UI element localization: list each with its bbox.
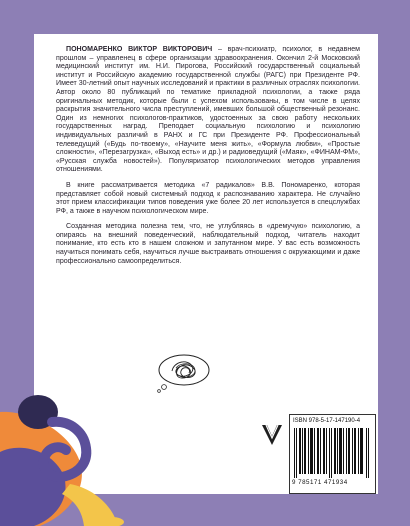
isbn-text: ISBN 978-5-17-147190-4 bbox=[293, 418, 361, 424]
barcode-bars bbox=[294, 428, 371, 478]
tangled-thought-bubble-icon bbox=[154, 353, 210, 393]
author-paragraph bbox=[56, 46, 360, 175]
method-benefit-paragraph: Созданная методика полезна тем, что, не углубляясь в «дремучую» психологию, а опираясь на внешний поведенческий, наблюдательный подход, читатель находит понимание, кто есть кто в нашем сложном и запутанном мире. У вас есть возможность научиться понимать себя, научиться лучше выстраивать отношения с окружающими и даже профессионально самоопределиться. bbox=[56, 223, 360, 265]
author-name: ПОНОМАРЕНКО ВИКТОР ВИКТОРОВИЧ bbox=[66, 46, 213, 53]
annotation-text bbox=[56, 46, 360, 273]
barcode-box bbox=[289, 414, 376, 494]
barcode-number: 9 785171 471934 bbox=[292, 479, 348, 486]
author-bio: – врач-психиатр, психолог, в недавнем прошлом – управленец в сфере организации здравоохранения. Окончил 2-й Московский медицинский институт им. Н.И. Пирогова, Российский государственный социальный институт и Российскую академию государственной службы (РАГС) при Президенте РФ. Имеет 30-летний опыт научных исследований и практики в различных отраслях психологии. Автор около 80 публикаций по тематике прикладной психологии, а также ряда оригинальных методик, которые были с успехом использованы, в том числе в целях раскрытия значительного числа преступлений, имевших большой общественный резонанс. Один из немногих психологов-практиков, удостоенных за свою работу нескольких государственных наград. Преподает социальную психологию и психологию индивидуальных различий в РАНХ и ГС при Президенте РФ. Профессиональный телеведущий («Будь по-твоему», «Научите меня жить», «Формула любви», «Простые сложности», «Перезагрузка», «Выход есть» и др.) и радиоведущий («Маяк», «ФИНАМ-ФМ», «Русская служба новостей»). Популяризатор психологических методов управления отношениями. bbox=[56, 46, 360, 174]
crouching-person-illustration bbox=[0, 392, 140, 526]
book-description-paragraph: В книге рассматривается методика «7 радикалов» В.В. Пономаренко, которая представляет собой новый системный подход к распознаванию характера. Не случайно этот прием классификации типов поведения уже более 20 лет используется в спецслужбах РФ, а также в научном психологическом мире. bbox=[56, 181, 360, 215]
v-logo-icon bbox=[261, 423, 283, 447]
